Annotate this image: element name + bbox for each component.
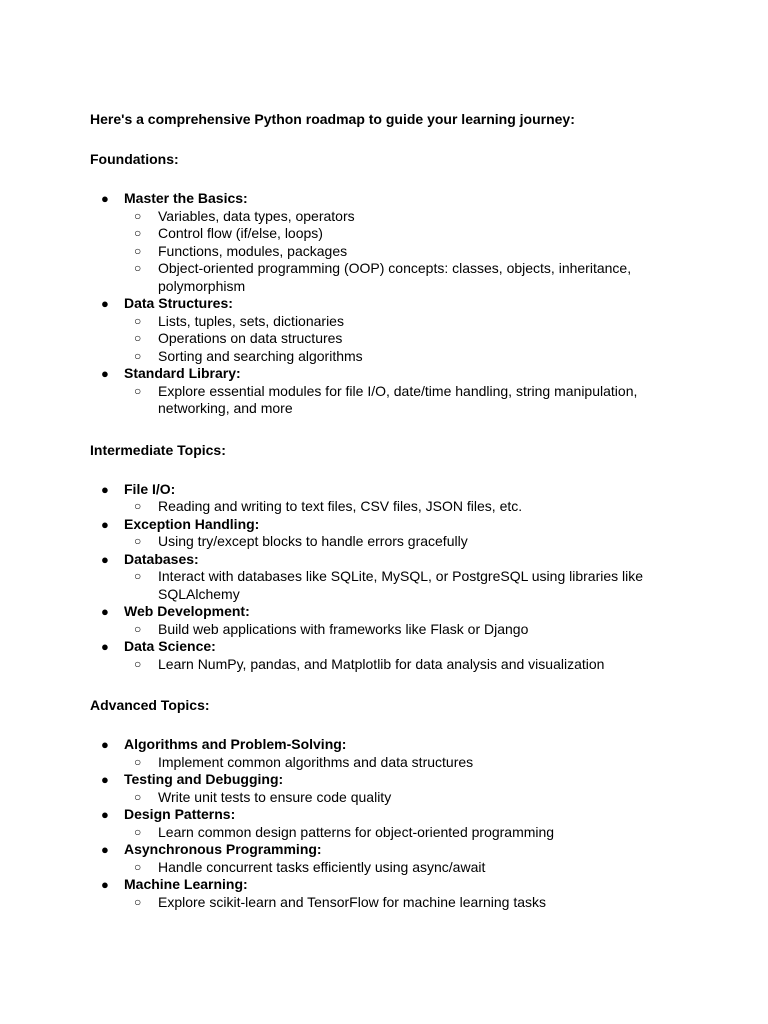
sub-item-text: Handle concurrent tasks efficiently using async/await: [158, 858, 486, 875]
hollow-bullet-icon: ○: [134, 331, 142, 345]
topic-list-item: [90, 190, 670, 295]
topic-list-item: [90, 841, 670, 876]
filled-bullet-icon: ●: [101, 737, 109, 752]
sub-item-text: Variables, data types, operators: [158, 207, 355, 224]
sub-list-item: [124, 754, 670, 772]
hollow-bullet-icon: ○: [134, 383, 142, 398]
hollow-bullet-icon: ○: [134, 621, 142, 636]
sub-item-text: Control flow (if/else, loops): [158, 225, 323, 241]
sub-item-text: Write unit tests to ensure code quality: [158, 788, 392, 805]
sub-list-item: [124, 568, 670, 603]
topic-title: Design Patterns:: [124, 806, 236, 822]
filled-bullet-icon: ●: [101, 772, 109, 787]
hollow-bullet-icon: ○: [134, 313, 142, 328]
topic-title: Algorithms and Problem-Solving:: [124, 736, 347, 752]
sub-item-text: Functions, modules, packages: [158, 242, 348, 259]
topic-list-item: [90, 876, 670, 911]
hollow-bullet-icon: ○: [134, 754, 142, 769]
hollow-bullet-icon: ○: [134, 499, 142, 513]
hollow-bullet-icon: ○: [134, 348, 142, 363]
document-page: [90, 110, 670, 934]
sub-item-text: Learn NumPy, pandas, and Matplotlib for data analysis and visualization: [158, 655, 605, 672]
sub-item-list: [124, 656, 670, 674]
hollow-bullet-icon: ○: [134, 226, 142, 240]
sub-list-item: [124, 348, 670, 366]
sub-item-text: Implement common algorithms and data structures: [158, 753, 474, 770]
sub-item-list: [124, 313, 670, 366]
filled-bullet-icon: ●: [101, 877, 109, 892]
sub-list-item: [124, 225, 670, 243]
hollow-bullet-icon: ○: [134, 569, 142, 583]
section-heading: Intermediate Topics:: [90, 441, 226, 458]
sub-item-text: Object-oriented programming (OOP) concepts: classes, objects, inheritance, polymorphism: [158, 260, 632, 294]
topic-title: Data Structures:: [124, 295, 233, 311]
sub-list-item: [124, 498, 670, 516]
sub-list-item: [124, 243, 670, 261]
topic-list-item: [90, 603, 670, 638]
sub-list-item: [124, 656, 670, 674]
topic-list: [90, 481, 670, 674]
topic-list-item: [90, 365, 670, 418]
topic-title: Databases:: [124, 550, 199, 567]
hollow-bullet-icon: ○: [134, 656, 142, 671]
sub-item-list: [124, 754, 670, 772]
sub-item-list: [124, 894, 670, 912]
topic-list-item: [90, 771, 670, 806]
sub-list-item: [124, 621, 670, 639]
hollow-bullet-icon: ○: [134, 261, 142, 275]
filled-bullet-icon: ●: [101, 366, 109, 381]
sub-item-list: [124, 789, 670, 807]
topic-list-item: [90, 736, 670, 771]
filled-bullet-icon: ●: [101, 516, 109, 532]
sub-list-item: [124, 313, 670, 331]
topic-list-item: [90, 551, 670, 604]
filled-bullet-icon: ●: [101, 551, 109, 567]
hollow-bullet-icon: ○: [134, 534, 142, 548]
topic-list-item: [90, 481, 670, 516]
sub-item-text: Using try/except blocks to handle errors gracefully: [158, 533, 468, 549]
sub-item-list: [124, 208, 670, 296]
hollow-bullet-icon: ○: [134, 789, 142, 804]
filled-bullet-icon: ●: [101, 842, 109, 857]
topic-list-item: [90, 295, 670, 365]
topic-title: Asynchronous Programming:: [124, 841, 322, 857]
filled-bullet-icon: ●: [101, 604, 109, 619]
sub-item-text: Reading and writing to text files, CSV files, JSON files, etc.: [158, 498, 523, 514]
topic-list-item: [90, 638, 670, 673]
filled-bullet-icon: ●: [101, 807, 109, 822]
sub-item-text: Interact with databases like SQLite, MySQL, or PostgreSQL using libraries like SQLAlchemy: [158, 568, 644, 602]
sub-item-list: [124, 621, 670, 639]
hollow-bullet-icon: ○: [134, 243, 142, 258]
sub-item-list: [124, 498, 670, 516]
hollow-bullet-icon: ○: [134, 894, 142, 909]
sub-list-item: [124, 824, 670, 842]
sub-item-text: Learn common design patterns for object-oriented programming: [158, 823, 555, 840]
topic-title: Standard Library:: [124, 365, 241, 381]
sub-item-list: [124, 383, 670, 418]
sub-item-list: [124, 859, 670, 877]
sub-list-item: [124, 208, 670, 226]
hollow-bullet-icon: ○: [134, 824, 142, 839]
filled-bullet-icon: ●: [101, 191, 109, 206]
sub-item-list: [124, 568, 670, 603]
sub-item-text: Explore essential modules for file I/O, date/time handling, string manipulation, networking, and more: [158, 382, 638, 416]
sub-list-item: [124, 533, 670, 551]
hollow-bullet-icon: ○: [134, 208, 142, 223]
sub-list-item: [124, 894, 670, 912]
sub-item-list: [124, 533, 670, 551]
topic-title: File I/O:: [124, 480, 176, 497]
topic-title: Machine Learning:: [124, 876, 248, 892]
topic-list-item: [90, 806, 670, 841]
section-heading: Foundations:: [90, 151, 179, 167]
sub-item-text: Operations on data structures: [158, 330, 343, 346]
topic-list: [90, 190, 670, 418]
topic-title: Testing and Debugging:: [124, 771, 284, 787]
hollow-bullet-icon: ○: [134, 859, 142, 874]
sub-item-text: Lists, tuples, sets, dictionaries: [158, 312, 344, 329]
sub-list-item: [124, 330, 670, 348]
section-heading: Advanced Topics:: [90, 697, 210, 713]
topic-title: Exception Handling:: [124, 515, 260, 532]
sub-item-text: Sorting and searching algorithms: [158, 347, 363, 364]
filled-bullet-icon: ●: [101, 296, 109, 311]
topic-list: [90, 736, 670, 911]
topic-title: Master the Basics:: [124, 190, 248, 206]
document-intro: Here's a comprehensive Python roadmap to guide your learning journey:: [90, 111, 575, 127]
roadmap-sections: [90, 150, 670, 911]
sub-list-item: [124, 859, 670, 877]
filled-bullet-icon: ●: [101, 481, 109, 497]
sub-item-text: Explore scikit-learn and TensorFlow for machine learning tasks: [158, 893, 547, 910]
topic-title: Web Development:: [124, 603, 250, 619]
sub-item-text: Build web applications with frameworks like Flask or Django: [158, 620, 529, 637]
topic-list-item: [90, 516, 670, 551]
topic-title: Data Science:: [124, 638, 216, 654]
sub-list-item: [124, 789, 670, 807]
filled-bullet-icon: ●: [101, 639, 109, 654]
sub-list-item: [124, 383, 670, 418]
sub-item-list: [124, 824, 670, 842]
sub-list-item: [124, 260, 670, 295]
